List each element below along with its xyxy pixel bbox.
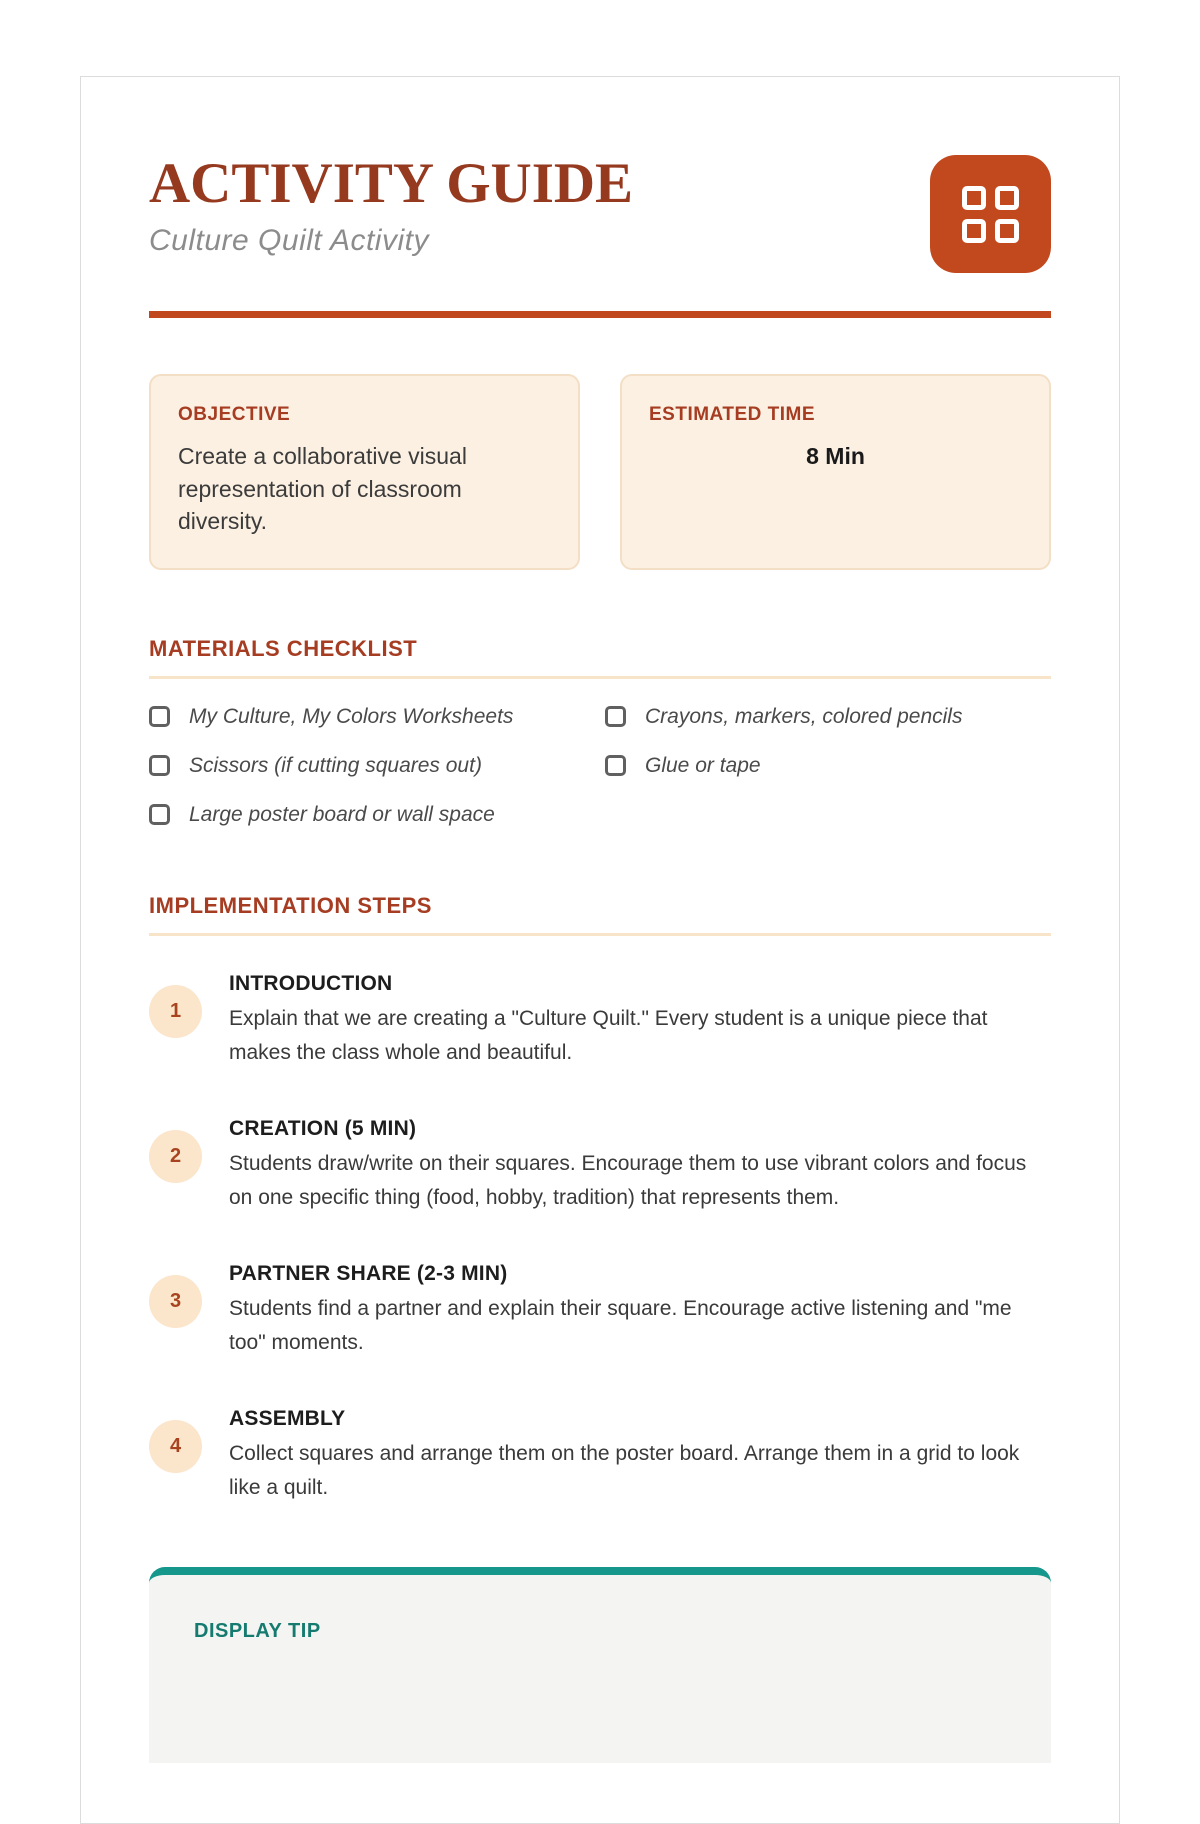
display-tip-box	[149, 1567, 1051, 1763]
header	[149, 152, 1051, 273]
materials-checklist	[149, 705, 1051, 827]
info-cards	[149, 374, 1051, 570]
checklist-item	[605, 705, 1051, 729]
activity-guide-sheet	[80, 76, 1120, 1824]
grid-icon-cells	[962, 186, 1019, 243]
header-divider	[149, 311, 1051, 318]
checklist-item-label: Large poster board or wall space	[189, 802, 495, 826]
checkbox-icon[interactable]	[605, 755, 626, 776]
step-title: ASSEMBLY	[229, 1407, 346, 1431]
materials-heading: MATERIALS CHECKLIST	[149, 636, 1051, 679]
checkbox-icon[interactable]	[149, 755, 170, 776]
estimated-time-value: 8 Min	[806, 443, 865, 469]
estimated-time-label: ESTIMATED TIME	[649, 404, 816, 425]
step-description: Collect squares and arrange them on the poster board. Arrange them in a grid to look like a quilt.	[229, 1442, 1020, 1500]
checkbox-icon[interactable]	[149, 804, 170, 825]
page-title: ACTIVITY GUIDE	[149, 152, 634, 215]
checklist-item-label: My Culture, My Colors Worksheets	[189, 704, 514, 728]
step-item-2	[149, 1117, 1051, 1215]
objective-text: Create a collaborative visual representation of classroom diversity.	[178, 443, 467, 535]
page-subtitle: Culture Quilt Activity	[149, 224, 429, 257]
step-title: INTRODUCTION	[229, 971, 393, 995]
steps-heading: IMPLEMENTATION STEPS	[149, 893, 1051, 936]
step-title: PARTNER SHARE (2-3 MIN)	[229, 1262, 508, 1286]
header-text	[149, 152, 634, 258]
estimated-time-card	[620, 374, 1051, 570]
checklist-item-label: Scissors (if cutting squares out)	[189, 753, 482, 777]
step-item-3	[149, 1262, 1051, 1360]
step-number-badge: 3	[149, 1275, 202, 1328]
checklist-item-label: Crayons, markers, colored pencils	[645, 704, 963, 728]
step-number-badge: 1	[149, 985, 202, 1038]
checklist-item	[149, 803, 595, 827]
checklist-item-label: Glue or tape	[645, 753, 761, 777]
step-description: Students draw/write on their squares. Encourage them to use vibrant colors and focus on one specific thing (food, hobby, tradition) that represents them.	[229, 1152, 1027, 1210]
checkbox-icon[interactable]	[149, 706, 170, 727]
step-item-4	[149, 1407, 1051, 1505]
step-number-badge: 4	[149, 1420, 202, 1473]
step-title: CREATION (5 MIN)	[229, 1117, 417, 1140]
checklist-item	[149, 754, 595, 778]
step-item-1	[149, 972, 1051, 1070]
display-tip-heading: DISPLAY TIP	[194, 1620, 321, 1643]
step-description: Explain that we are creating a "Culture Quilt." Every student is a unique piece that makes the class whole and beautiful.	[229, 1006, 988, 1064]
grid-icon	[930, 155, 1051, 273]
checklist-item	[149, 705, 595, 729]
steps-section	[149, 893, 1051, 1505]
step-description: Students find a partner and explain their square. Encourage active listening and "me too" moments.	[229, 1297, 1012, 1355]
checkbox-icon[interactable]	[605, 706, 626, 727]
objective-card	[149, 374, 580, 570]
steps-list	[149, 972, 1051, 1505]
checklist-item	[605, 754, 1051, 778]
materials-section	[149, 636, 1051, 827]
objective-label: OBJECTIVE	[178, 404, 291, 425]
step-number-badge: 2	[149, 1130, 202, 1183]
